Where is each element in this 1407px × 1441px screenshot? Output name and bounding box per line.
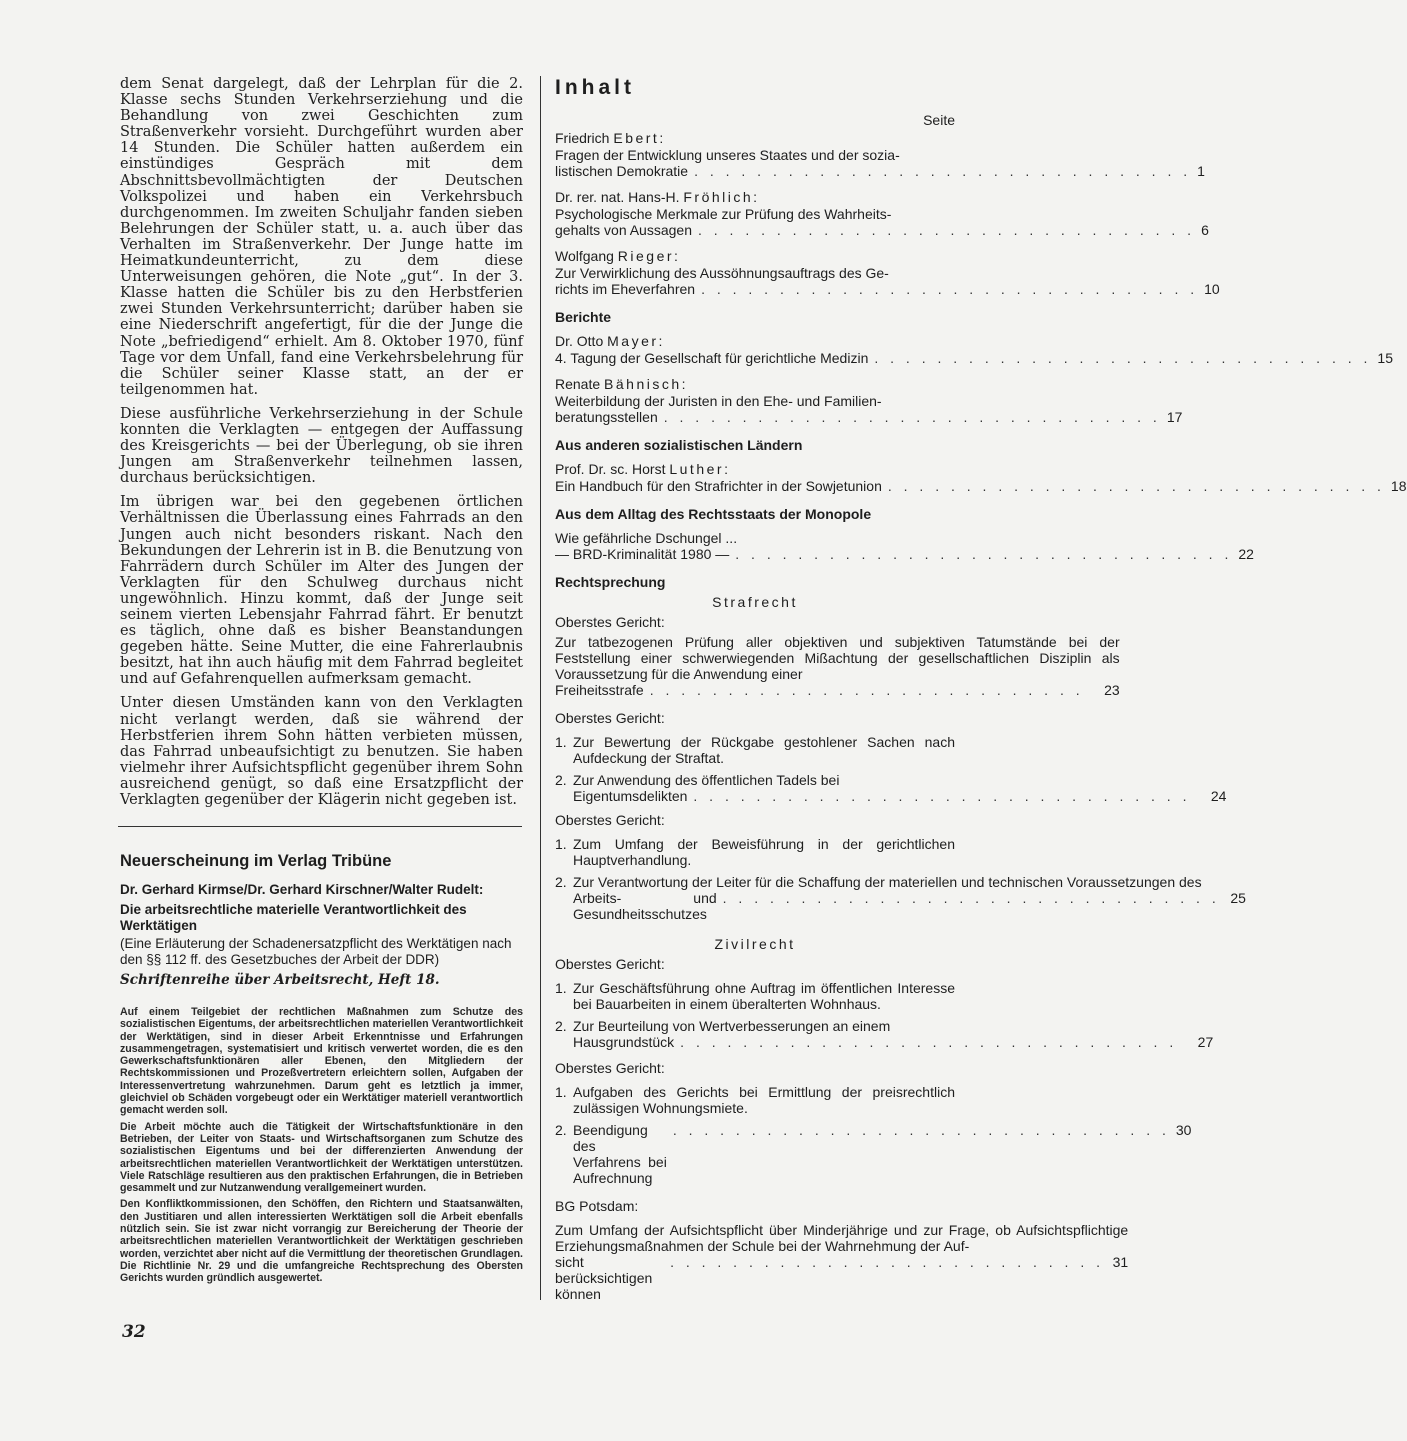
author-name-prefix: Prof. Dr. sc. Horst bbox=[555, 461, 670, 477]
item-number: 1. bbox=[555, 1084, 567, 1100]
toc-item-lastline bbox=[573, 890, 1246, 922]
toc-item-text: Zur Geschäftsführung ohne Auftrag im öffentlichen Interesse bei Bauarbeiten in einem überalterten Wohnhaus. bbox=[573, 980, 955, 1012]
author-surname: Fröhlich bbox=[683, 189, 754, 205]
book-title: Die arbeitsrechtliche materielle Verantwortlichkeit des Werktätigen bbox=[120, 902, 467, 933]
paragraph: dem Senat dargelegt, daß der Lehrplan für die 2. Klasse sechs Stunden Verkehrserziehung und die Behandlung von zwei Geschichten zum Straßenverkehr vorsieht. Durchgeführt wurden aber 14 Stunden. Die Schüler hatten außerdem ein einstündiges Gespräch mit dem Abschnittsbevollmächtigten der Deutschen Volkspolizei und haben ein Verkehrsbuch durchgenommen. Im zweiten Schuljahr fanden sieben Belehrungen der Schüler statt, u. a. auch über das Verhalten im Straßenverkehr. Der Junge hatte im Heimatkundeunterricht, zu dem diese Unterweisungen gehören, die Note „gut“. In der 3. Klasse hatten die Schüler bis zu den Herbstferien zwei Stunden Verkehrsunterricht; darüber haben sie eine Niederschrift angefertigt, für die der Junge die Note „befriedigend“ erhielt. Am 8. Oktober 1970, fünf Tage vor dem Unfall, fand eine Verkehrsbelehrung für die Schüler seiner Klasse statt, an der er teilgenommen hat. bbox=[120, 76, 523, 398]
toc-entry-author bbox=[555, 333, 955, 350]
toc-entry-text: Psychologische Merkmale zur Prüfung des Wahrheits- bbox=[555, 206, 892, 222]
leader-dots: . . . . . . . . . . . . . . . . . . . . . . . . . . . . . . . . bbox=[663, 409, 1161, 425]
toc-entry-text: Wie gefährliche Dschungel ... bbox=[555, 530, 738, 546]
toc-entry-last: gehalts von Aussagen bbox=[555, 222, 692, 238]
leader-dots: . . . . . . . . . . . . . . . . . . . . . . . . . . . . . . . . bbox=[698, 222, 1196, 238]
toc-entry-line bbox=[555, 530, 955, 546]
toc-item-text: Zur Verantwortung der Leiter für die Schaffung der materiellen und technischen Voraussetzungen des bbox=[573, 874, 1202, 890]
article-text bbox=[120, 76, 523, 816]
toc-page-number: 10 bbox=[1204, 281, 1220, 297]
toc-numbered-item bbox=[555, 734, 955, 766]
section-heading: Aus dem Alltag des Rechtsstaats der Monopole bbox=[555, 506, 872, 522]
book-series: Schriftenreihe über Arbeitsrecht, Heft 18. bbox=[120, 972, 440, 988]
author-name-prefix: Renate bbox=[555, 376, 605, 392]
author-name-prefix: Friedrich bbox=[555, 130, 614, 146]
toc-entry bbox=[555, 248, 1220, 297]
book-paragraph: Auf einem Teilgebiet der rechtlichen Maßnahmen zum Schutze des sozialistischen Eigentums, der arbeitsrechtlichen materiellen Verantwortlichkeit der Werktätigen, sind in dieser Arbeit Erkenntnisse und Erfahrungen zusammengetragen, systematisiert und kritisch verwertet worden, die es den Gewerkschaftsfunktionären aller Ebenen, den Mitgliedern der Rechtskommissionen und Prozeßvertretern erleichtern sollen, Aufgaben der Interessenvertretung wahrzunehmen. Darum geht es letztlich ja immer, gleichviel ob Schäden vorgebeugt oder ein Werktätiger materiell verantwortlich gemacht werden soll. bbox=[120, 1006, 523, 1117]
toc-entry bbox=[555, 530, 1254, 562]
book-authors: Dr. Gerhard Kirmse/Dr. Gerhard Kirschner/Walter Rudelt: bbox=[120, 882, 484, 897]
author-colon: : bbox=[753, 189, 758, 205]
toc-entry-lastline bbox=[555, 546, 1254, 562]
toc-page-number: 31 bbox=[1112, 1254, 1129, 1270]
item-body bbox=[573, 980, 955, 1012]
court-label: Oberstes Gericht: bbox=[555, 1060, 665, 1076]
paragraph: Unter diesen Umständen kann von den Verklagten nicht verlangt werden, daß sie während der Herbstferien ihrem Sohn hätten verbieten müssen, das Fahrrad unbeaufsichtigt zu benutzen. Sie haben vielmehr ihrer Aufsichtspflicht gegenüber ihrem Sohn ausreichend genügt, so daß eine Ersatzpflicht der Verklagten gegenüber der Klägerin nicht gegeben ist. bbox=[120, 695, 523, 809]
toc-item-last: Arbeits- und Gesundheitsschutzes bbox=[573, 890, 717, 922]
toc-page-number: 15 bbox=[1377, 350, 1393, 366]
leader-dots: . . . . . . . . . . . . . . . . . . . . . . . . . . . . . . . . bbox=[735, 546, 1233, 562]
toc-entry-lastline bbox=[555, 409, 1183, 425]
toc-item-text: Aufgaben des Gerichts bei Ermittlung der preisrechtlich zulässigen Wohnungsmiete. bbox=[573, 1084, 955, 1116]
toc-numbered-item bbox=[555, 1018, 1214, 1050]
toc-entry-last: 4. Tagung der Gesellschaft für gerichtliche Medizin bbox=[555, 350, 869, 366]
item-number: 1. bbox=[555, 980, 567, 996]
toc-page-number: 24 bbox=[1210, 788, 1227, 804]
horizontal-divider bbox=[118, 826, 522, 827]
toc-page-number: 25 bbox=[1230, 890, 1246, 906]
toc-entry-text: Weiterbildung der Juristen in den Ehe- und Familien- bbox=[555, 393, 882, 409]
toc-item-last: sicht berücksichtigen können bbox=[555, 1254, 653, 1302]
toc-item-lastline bbox=[573, 788, 1226, 804]
toc-entry bbox=[555, 189, 1209, 238]
item-body bbox=[573, 734, 955, 766]
toc-page-number: 30 bbox=[1175, 1122, 1192, 1138]
toc-entry-lastline bbox=[555, 478, 1407, 494]
toc-item bbox=[555, 1222, 1129, 1302]
subsection-heading: Zivilrecht bbox=[714, 936, 796, 952]
author-surname: Mayer bbox=[607, 333, 659, 349]
toc-entry-text: Zur Verwirklichung des Aussöhnungsauftrags des Ge- bbox=[555, 265, 889, 281]
toc-entry-last: richts im Eheverfahren bbox=[555, 281, 696, 297]
toc-entry-line bbox=[555, 206, 955, 222]
toc-page-number: 18 bbox=[1390, 478, 1407, 494]
author-name-prefix: Dr. rer. nat. Hans-H. bbox=[555, 189, 684, 205]
leader-dots: . . . . . . . . . . . . . . . . . . . . . . . . . . . . . . . . bbox=[874, 350, 1372, 366]
item-number: 2. bbox=[555, 874, 567, 890]
toc-entry bbox=[555, 333, 1393, 366]
toc-item-last: Eigentumsdelikten bbox=[573, 788, 688, 804]
toc-item-text: Zur tatbezogenen Prüfung aller objektiven und subjektiven Tatumstände bei der Feststellung einer schwerwiegenden Mißachtung der gesellschaftlichen Disziplin als Voraussetzung für die Anwendung einer bbox=[555, 634, 1120, 682]
toc-item-text: Zur Bewertung der Rückgabe gestohlener Sachen nach Aufdeckung der Straftat. bbox=[573, 734, 955, 766]
toc-item-text: Zur Anwendung des öffentlichen Tadels bei bbox=[573, 772, 840, 788]
toc-item-lastline bbox=[573, 1034, 1213, 1050]
table-of-contents bbox=[555, 76, 1407, 1308]
item-number: 1. bbox=[555, 836, 567, 852]
toc-entry-lastline bbox=[555, 350, 1393, 366]
court-label: Oberstes Gericht: bbox=[555, 812, 665, 828]
toc-entry-last: beratungsstellen bbox=[555, 409, 658, 425]
toc-entry-line bbox=[555, 147, 955, 163]
toc-entry-author bbox=[555, 130, 955, 147]
subsection-heading: Strafrecht bbox=[712, 594, 798, 610]
author-colon: : bbox=[658, 333, 663, 349]
toc-item-last: Freiheitsstrafe bbox=[555, 682, 644, 698]
item-body bbox=[573, 1084, 955, 1116]
author-surname: Bähnisch bbox=[604, 376, 682, 392]
page-number: 32 bbox=[122, 1322, 146, 1342]
toc-page-label: Seite bbox=[923, 112, 955, 128]
toc-item-last: Hausgrundstück bbox=[573, 1034, 675, 1050]
leader-dots: . . . . . . . . . . . . . . . . . . . . . . . . . . . . bbox=[649, 682, 1084, 698]
toc-numbered-item bbox=[555, 772, 1227, 804]
toc-entry-last: Ein Handbuch für den Strafrichter in der Sowjetunion bbox=[555, 478, 882, 494]
leader-dots: . . . . . . . . . . . . . . . . . . . . . . . . . . . . . . . . bbox=[680, 1034, 1178, 1050]
item-body bbox=[573, 1018, 1213, 1050]
toc-page-number: 27 bbox=[1197, 1034, 1214, 1050]
book-subtitle: (Eine Erläuterung der Schadenersatzpflicht des Werktätigen nach den §§ 112 ff. des Gesetzbuches der Arbeit der DDR) bbox=[120, 936, 512, 967]
toc-entry-last: listischen Demokratie bbox=[555, 163, 689, 179]
book-paragraph: Die Arbeit möchte auch die Tätigkeit der Wirtschaftsfunktionäre in den Betrieben, der Leiter von Staats- und Wirtschaftsorganen zum Schutze des sozialistischen Eigentums und bei der differenzierten Anwendung der arbeitsrechtlichen materiellen Verantwortlichkeit der Werktätigen unterstützen. Viele Ratschläge resultieren aus den praktischen Erfahrungen, die in Betrieben gesammelt und zur Nutzanwendung verallgemeinert wurden. bbox=[120, 1120, 523, 1195]
court-label: Oberstes Gericht: bbox=[555, 710, 665, 726]
leader-dots: . . . . . . . . . . . . . . . . . . . . . . . . . . . . . . . . bbox=[887, 478, 1385, 494]
court-label: Oberstes Gericht: bbox=[555, 956, 665, 972]
toc-entry bbox=[555, 376, 1183, 425]
leader-dots: . . . . . . . . . . . . . . . . . . . . . . . . . . . . bbox=[670, 1254, 1104, 1270]
toc-numbered-item bbox=[555, 874, 1246, 922]
toc-numbered-item bbox=[555, 1122, 1192, 1186]
toc-numbered-item bbox=[555, 1084, 955, 1116]
author-colon: : bbox=[681, 376, 686, 392]
author-name-prefix: Dr. Otto bbox=[555, 333, 608, 349]
toc-page-number: 1 bbox=[1197, 163, 1205, 179]
book-paragraph: Den Konfliktkommissionen, den Schöffen, den Richtern und Staatsanwälten, den Justitiaren und allen interessierten Werktätigen soll die Arbeit ebenfalls nützlich sein. Sie ist zwar nicht vorrangig zur Bereicherung der Theorie der arbeitsrechtlichen materiellen Verantwortlichkeit der Werktätigen geschrieben worden, verzichtet aber nicht auf die Vermittlung der theoretischen Grundlagen. Die Richtlinie Nr. 29 und die umfangreiche Rechtsprechung des Obersten Gerichts wurden gründlich ausgewertet. bbox=[120, 1198, 523, 1285]
toc-entry-author bbox=[555, 461, 955, 478]
toc-entry-author bbox=[555, 376, 955, 393]
toc-item-text: Zur Beurteilung von Wertverbesserungen an einem bbox=[573, 1018, 891, 1034]
leader-dots: . . . . . . . . . . . . . . . . . . . . . . . . . . . . . . . . bbox=[722, 890, 1220, 906]
section-heading: Berichte bbox=[555, 309, 612, 325]
toc-title: Inhalt bbox=[555, 76, 635, 99]
toc-entry-author bbox=[555, 189, 955, 206]
toc-page-number: 6 bbox=[1201, 222, 1209, 238]
leader-dots: . . . . . . . . . . . . . . . . . . . . . . . . . . . . . . . . bbox=[672, 1122, 1170, 1138]
toc-entry bbox=[555, 461, 1407, 494]
toc-item-text: Zum Umfang der Aufsichtspflicht über Minderjährige und zur Frage, ob Aufsichtspflichtige Erziehungsmaßnahmen der Schule bei der Wahrnehmung der Auf- bbox=[555, 1222, 1129, 1254]
author-surname: Luther bbox=[669, 461, 725, 477]
author-surname: Ebert bbox=[613, 130, 660, 146]
item-body bbox=[573, 772, 1226, 804]
court-label: BG Potsdam: bbox=[555, 1198, 639, 1214]
toc-item-text: Zum Umfang der Beweisführung in der gerichtlichen Hauptverhandlung. bbox=[573, 836, 955, 868]
section-heading: Rechtsprechung bbox=[555, 574, 666, 590]
toc-entry-lastline bbox=[555, 163, 1205, 179]
toc-entry-line bbox=[555, 393, 955, 409]
toc-page-number: 23 bbox=[1104, 682, 1120, 698]
author-name-prefix: Wolfgang bbox=[555, 248, 618, 264]
toc-item bbox=[555, 634, 1120, 698]
author-colon: : bbox=[659, 130, 664, 146]
item-body bbox=[573, 874, 1246, 922]
leader-dots: . . . . . . . . . . . . . . . . . . . . . . . . . . . . . . . . bbox=[694, 163, 1192, 179]
column-divider bbox=[540, 76, 541, 1300]
toc-entry-last: — BRD-Kriminalität 1980 — bbox=[555, 546, 730, 562]
toc-entry-line bbox=[555, 265, 955, 281]
author-colon: : bbox=[724, 461, 728, 477]
paragraph: Diese ausführliche Verkehrserziehung in der Schule konnten die Verklagten — entgegen der Auffassung des Kreisgerichts — bei der Überlegung, ob sie ihren Jungen am Straßenverkehr teilnehmen lassen, durchaus berücksichtigen. bbox=[120, 405, 523, 487]
toc-page-number: 22 bbox=[1238, 546, 1254, 562]
section-heading: Aus anderen sozialistischen Ländern bbox=[555, 437, 803, 453]
author-surname: Rieger bbox=[617, 248, 675, 264]
item-number: 2. bbox=[555, 772, 567, 788]
item-number: 2. bbox=[555, 1122, 567, 1138]
toc-item-last: Beendigung des Verfahrens bei Aufrechnung bbox=[573, 1122, 667, 1186]
leader-dots: . . . . . . . . . . . . . . . . . . . . . . . . . . . . . . . . bbox=[693, 788, 1191, 804]
paragraph: Im übrigen war bei den gegebenen örtlichen Verhältnissen die Überlassung eines Fahrrads an den Jungen auch nicht besonders riskant. Nach den Bekundungen der Lehrerin ist in B. die Benutzung von Fahrrädern durch Schüler im Alter des Jungen der Verklagten für den Schulweg durchaus nicht ungewöhnlich. Hinzu kommt, daß der Junge seit seinem vierten Lebensjahr Fahrrad fährt. Er benutzt es täglich, ohne daß es bisher Beanstandungen gegeben hätte. Seine Mutter, die eine Fahrerlaubnis besitzt, hat ihn auch häufig mit dem Fahrrad begleitet und auf Gefahrenquellen aufmerksam gemacht. bbox=[120, 494, 523, 688]
toc-entry-author bbox=[555, 248, 955, 265]
toc-numbered-item bbox=[555, 980, 955, 1012]
item-body bbox=[573, 836, 955, 868]
item-number: 1. bbox=[555, 734, 567, 750]
toc-item-lastline bbox=[573, 1122, 1191, 1186]
item-number: 2. bbox=[555, 1018, 567, 1034]
leader-dots: . . . . . . . . . . . . . . . . . . . . . . . . . . . . . . . . bbox=[701, 281, 1199, 297]
book-announcement bbox=[120, 852, 523, 1289]
toc-entry bbox=[555, 130, 1205, 179]
court-label: Oberstes Gericht: bbox=[555, 614, 665, 630]
toc-entry-text: Fragen der Entwicklung unseres Staates und der sozia- bbox=[555, 147, 900, 163]
toc-numbered-item bbox=[555, 836, 955, 868]
book-heading: Neuerscheinung im Verlag Tribüne bbox=[120, 852, 392, 870]
book-description bbox=[120, 1006, 523, 1285]
author-colon: : bbox=[674, 248, 678, 264]
toc-entry-lastline bbox=[555, 281, 1220, 297]
toc-entry-lastline bbox=[555, 222, 1209, 238]
toc-page-number: 17 bbox=[1166, 409, 1183, 425]
item-body bbox=[573, 1122, 1191, 1186]
